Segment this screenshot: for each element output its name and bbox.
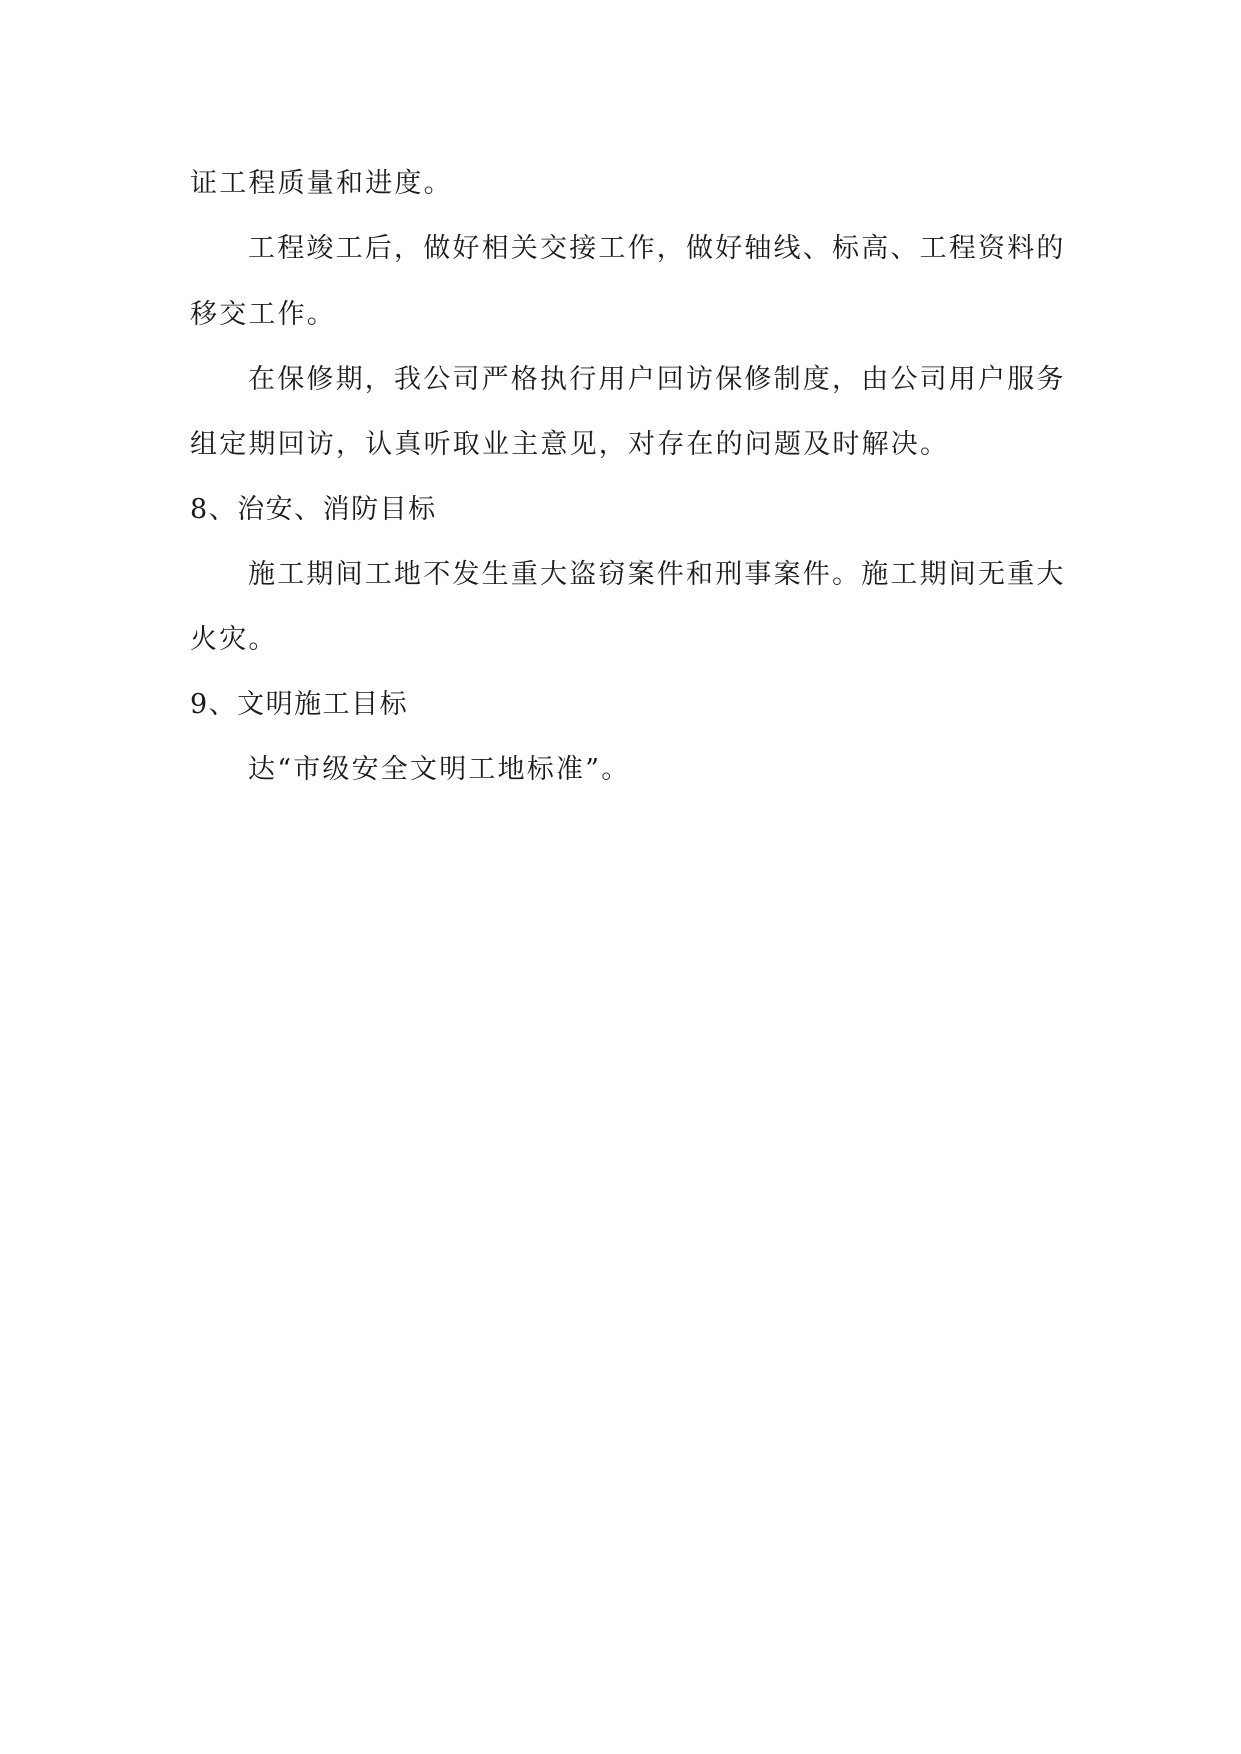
section-heading: 8、治安、消防目标 <box>190 494 437 525</box>
paragraph-line: 证工程质量和进度。 <box>190 168 453 199</box>
paragraph-line: 火灾。 <box>190 624 278 655</box>
paragraph-line: 在保修期，我公司严格执行用户回访保修制度，由公司用户服务 <box>248 364 1066 395</box>
paragraph-line: 施工期间工地不发生重大盗窃案件和刑事案件。施工期间无重大 <box>248 559 1066 590</box>
paragraph-line: 达“市级安全文明工地标准”。 <box>248 754 631 785</box>
section-heading: 9、文明施工目标 <box>190 689 409 720</box>
paragraph-line: 组定期回访，认真听取业主意见，对存在的问题及时解决。 <box>190 429 950 460</box>
paragraph-line: 移交工作。 <box>190 299 336 330</box>
paragraph-line: 工程竣工后，做好相关交接工作，做好轴线、标高、工程资料的 <box>248 233 1066 264</box>
